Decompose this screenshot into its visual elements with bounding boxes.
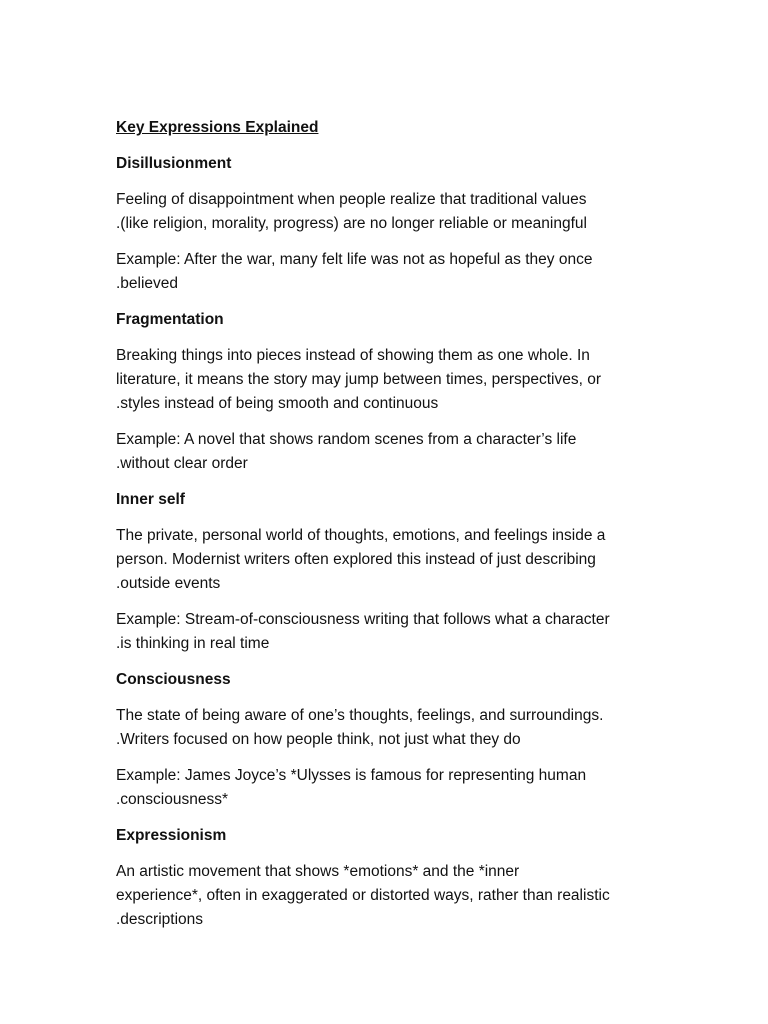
text-line: Feeling of disappointment when people realize that traditional values: [116, 191, 587, 208]
text-line: Example: Stream-of-consciousness writing that follows what a character: [116, 611, 610, 628]
term-heading-expressionism: Expressionism: [116, 827, 227, 844]
text-line: .descriptions: [116, 911, 204, 928]
definition-paragraph: [116, 344, 676, 416]
text-line: literature, it means the story may jump between times, perspectives, or: [116, 371, 602, 388]
text-line: An artistic movement that shows *emotions* and the *inner: [116, 863, 520, 880]
text-line: .(like religion, morality, progress) are no longer reliable or meaningful: [116, 215, 587, 232]
example-paragraph: [116, 248, 676, 296]
text-line: The state of being aware of one’s thoughts, feelings, and surroundings.: [116, 707, 604, 724]
text-line: .Writers focused on how people think, not just what they do: [116, 731, 521, 748]
text-line: .consciousness*: [116, 791, 229, 808]
term-heading-consciousness: Consciousness: [116, 671, 231, 688]
definition-paragraph: [116, 188, 676, 236]
text-line: .styles instead of being smooth and continuous: [116, 395, 439, 412]
text-line: .believed: [116, 275, 179, 292]
text-line: Example: A novel that shows random scenes from a character’s life: [116, 431, 577, 448]
example-paragraph: [116, 428, 676, 476]
term-heading-fragmentation: Fragmentation: [116, 311, 224, 328]
term-heading-disillusionment: Disillusionment: [116, 155, 232, 172]
text-line: The private, personal world of thoughts, emotions, and feelings inside a: [116, 527, 606, 544]
document-title: Key Expressions Explained: [116, 119, 319, 136]
text-line: Example: James Joyce’s *Ulysses is famous for representing human: [116, 767, 587, 784]
definition-paragraph: [116, 860, 676, 932]
definition-paragraph: [116, 524, 676, 596]
example-paragraph: [116, 764, 676, 812]
text-line: .without clear order: [116, 455, 248, 472]
text-line: person. Modernist writers often explored this instead of just describing: [116, 551, 596, 568]
document-page: [116, 116, 676, 944]
definition-paragraph: [116, 704, 676, 752]
text-line: .is thinking in real time: [116, 635, 270, 652]
text-line: Example: After the war, many felt life was not as hopeful as they once: [116, 251, 593, 268]
example-paragraph: [116, 608, 676, 656]
text-line: experience*, often in exaggerated or distorted ways, rather than realistic: [116, 887, 610, 904]
text-line: .outside events: [116, 575, 221, 592]
text-line: Breaking things into pieces instead of showing them as one whole. In: [116, 347, 590, 364]
term-heading-inner-self: Inner self: [116, 491, 185, 508]
